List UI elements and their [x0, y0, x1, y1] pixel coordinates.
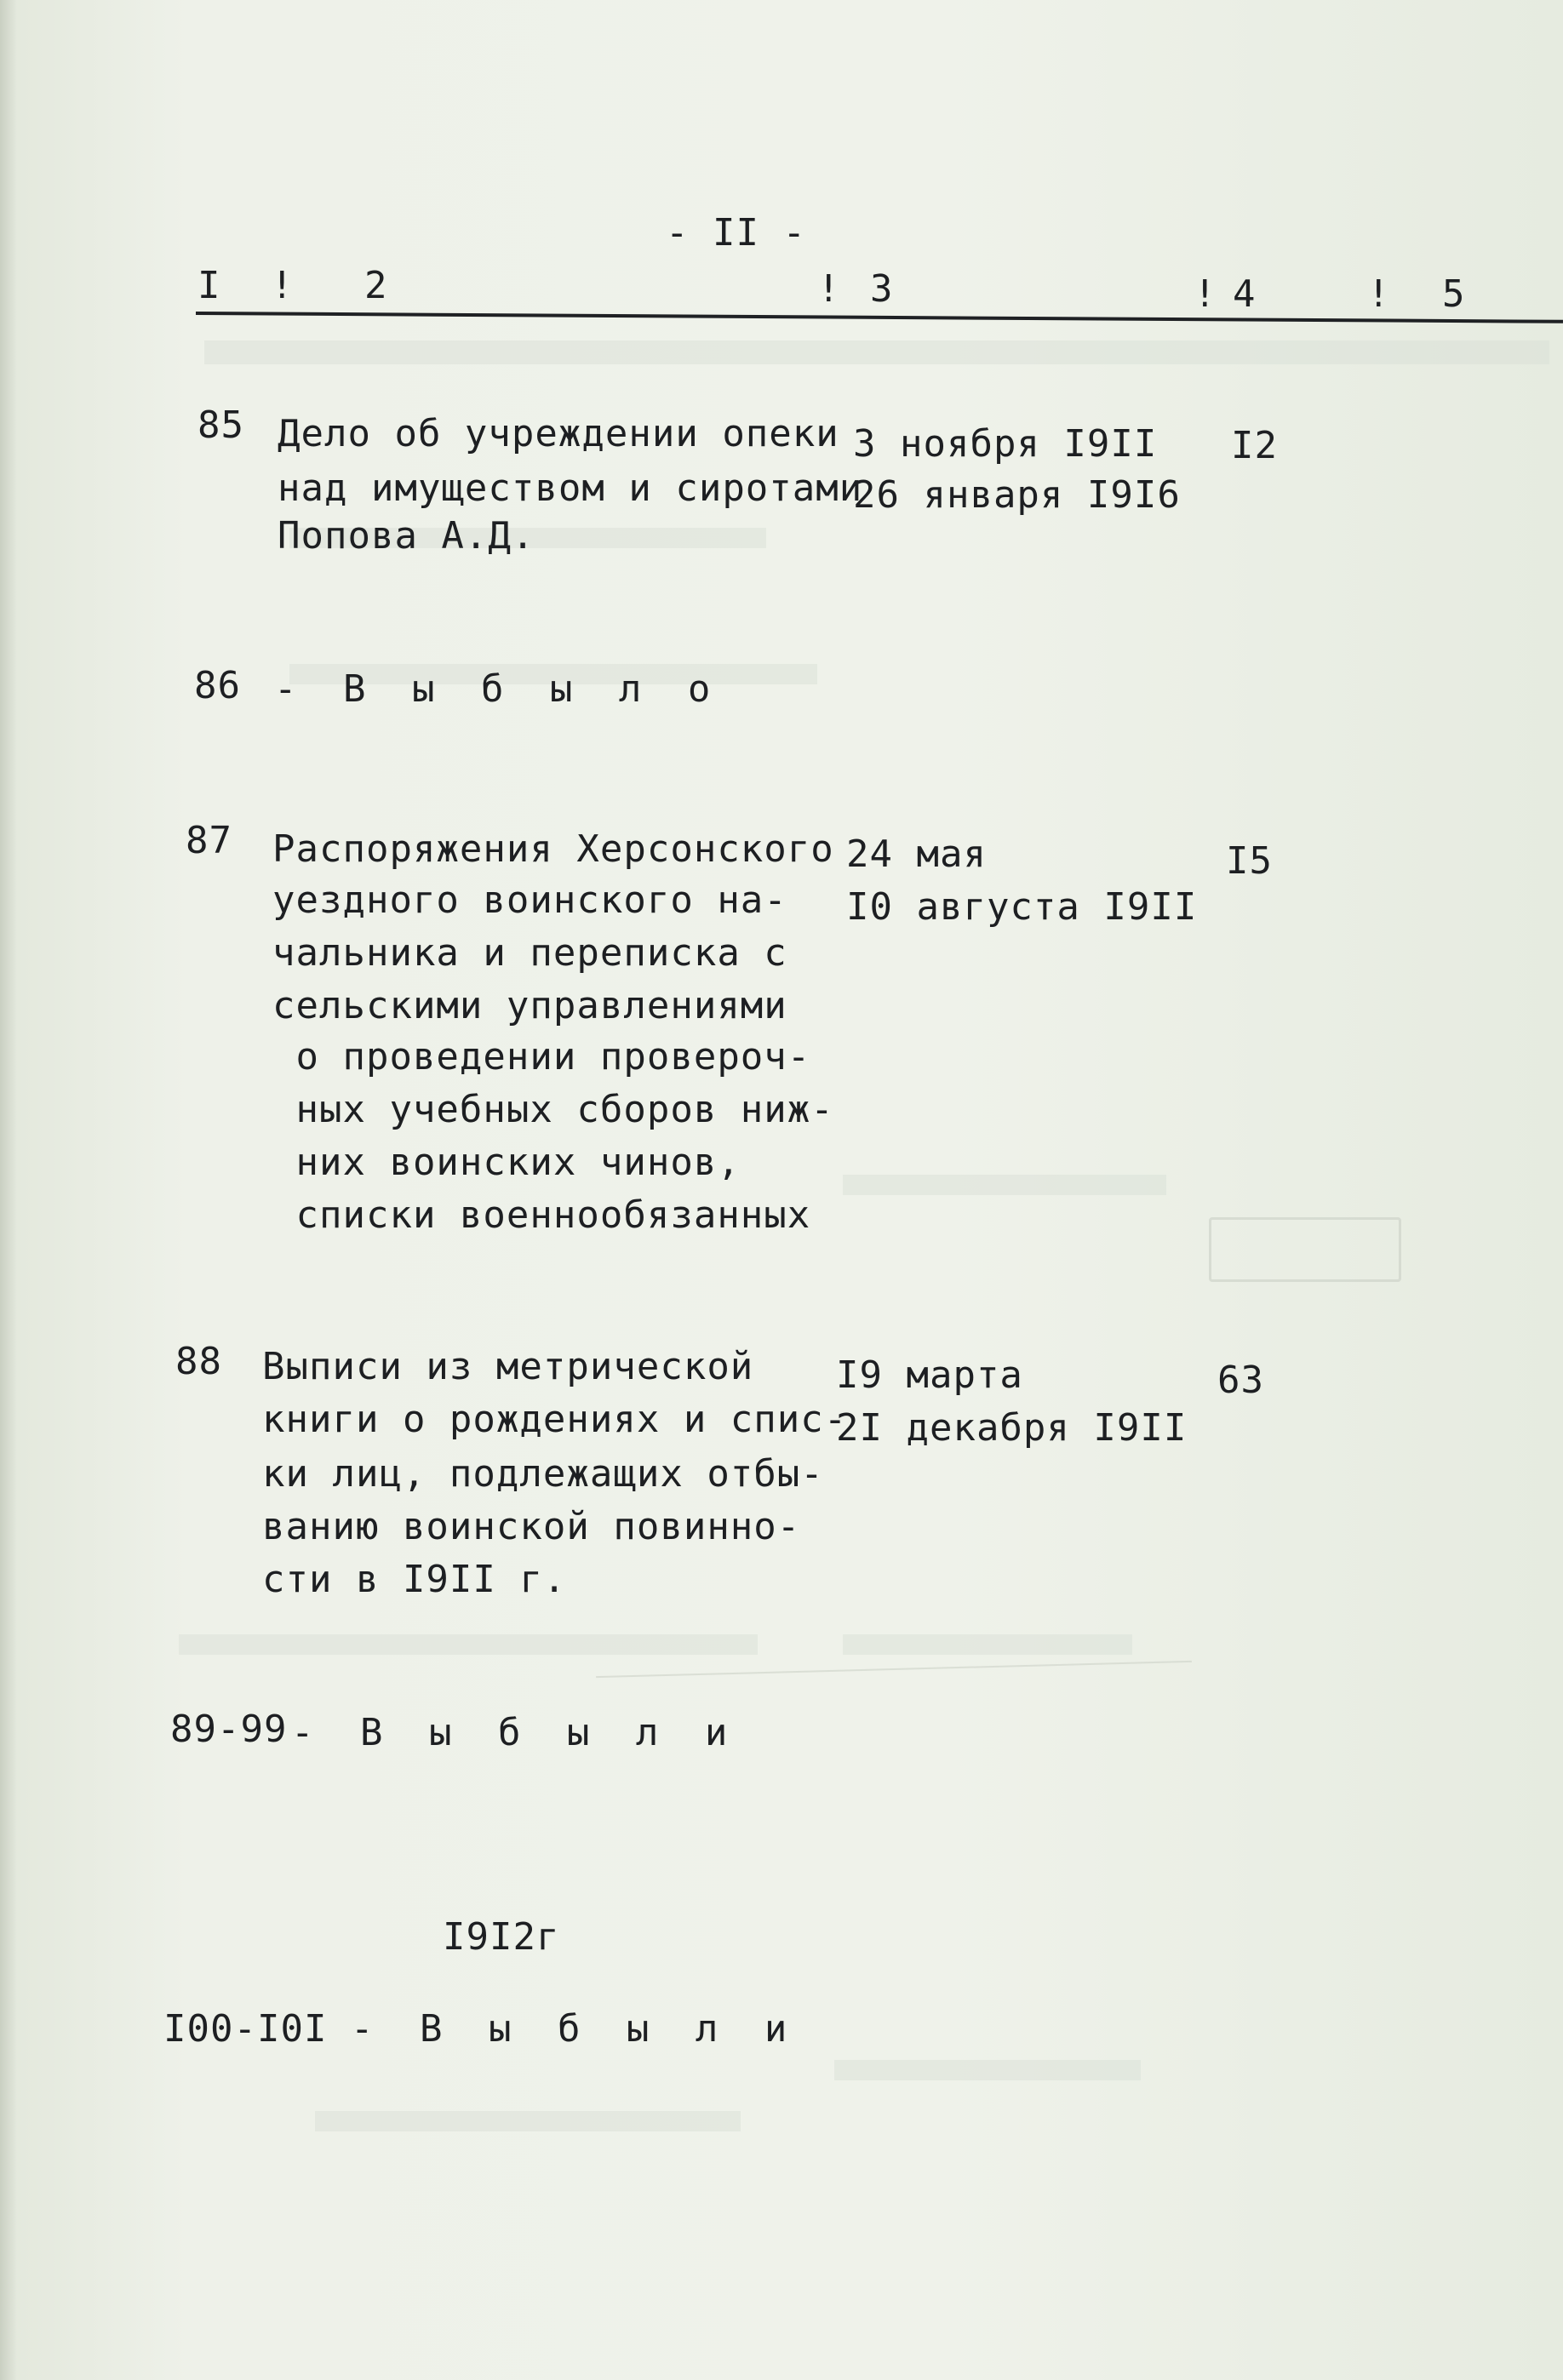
entry-title-line: Дело об учреждении опеки: [278, 412, 839, 455]
year-heading: I9I2г: [443, 1915, 560, 1959]
entry-title-line: ки лиц, подлежащих отбы-: [262, 1452, 824, 1496]
entry-date: 2I декабря I9II: [836, 1406, 1188, 1450]
entry-title-line: книги о рождениях и спис-: [262, 1398, 848, 1441]
entry-title-line: списки военнообязанных: [272, 1193, 811, 1237]
column-separator: !: [1367, 272, 1391, 316]
entry-sheet-count: I2: [1231, 424, 1278, 467]
entry-title-line: - В ы б ы л о: [274, 667, 723, 711]
bleed-through-mark: [834, 2060, 1141, 2080]
entry-sheet-count: I5: [1226, 839, 1273, 883]
entry-number: 89-99: [170, 1708, 288, 1751]
entry-sheet-count: 63: [1217, 1359, 1264, 1402]
column-separator: !: [1194, 272, 1217, 316]
entry-number: 85: [198, 403, 244, 447]
entry-number: 87: [186, 819, 232, 862]
paper-crease: [596, 1661, 1192, 1678]
entry-number: I00-I0I: [163, 2007, 328, 2051]
entry-title-line: Распоряжения Херсонского: [272, 827, 834, 871]
entry-date: 24 мая: [846, 832, 987, 876]
page-edge-shadow: [0, 0, 17, 2380]
entry-title-line: Выписи из метрической: [262, 1345, 754, 1388]
column-separator: !: [271, 264, 295, 307]
entry-number: 88: [175, 1340, 222, 1383]
entry-title-line: уездного воинского на-: [272, 878, 787, 922]
bleed-through-stamp: [1209, 1217, 1401, 1282]
column-header-3: 3: [870, 267, 894, 311]
column-header-4: 4: [1233, 272, 1257, 316]
column-separator: !: [817, 267, 841, 311]
entry-title-line: - В ы б ы л и: [351, 2007, 799, 2051]
entry-title-line: о проведении провероч-: [272, 1035, 811, 1078]
entry-title-line: - В ы б ы л и: [291, 1711, 740, 1754]
entry-title-line: ных учебных сборов ниж-: [272, 1088, 834, 1131]
bleed-through-mark: [315, 2111, 741, 2131]
entry-date: 26 января I9I6: [853, 473, 1181, 517]
entry-title-line: ванию воинской повинно-: [262, 1505, 801, 1548]
entry-title-line: сти в I9II г.: [262, 1558, 567, 1601]
entry-title-line: них воинских чинов,: [272, 1141, 741, 1184]
column-header-1: I: [198, 264, 221, 307]
bleed-through-mark: [179, 1634, 758, 1655]
bleed-through-mark: [204, 340, 1549, 364]
entry-title-line: чальника и переписка с: [272, 931, 787, 975]
bleed-through-mark: [843, 1634, 1132, 1655]
entry-title-line: сельскими управлениями: [272, 984, 787, 1027]
entry-date: I9 марта: [836, 1353, 1023, 1397]
page-number: - II -: [666, 211, 806, 255]
entry-title-line: над имуществом и сиротами: [278, 466, 863, 510]
entry-title-line: Попова А.Д.: [278, 514, 535, 558]
column-header-5: 5: [1442, 272, 1466, 316]
entry-date: 3 ноября I9II: [853, 422, 1158, 466]
bleed-through-mark: [843, 1175, 1166, 1195]
entry-number: 86: [194, 664, 241, 707]
column-header-2: 2: [364, 264, 388, 307]
entry-date: I0 августа I9II: [846, 885, 1198, 929]
